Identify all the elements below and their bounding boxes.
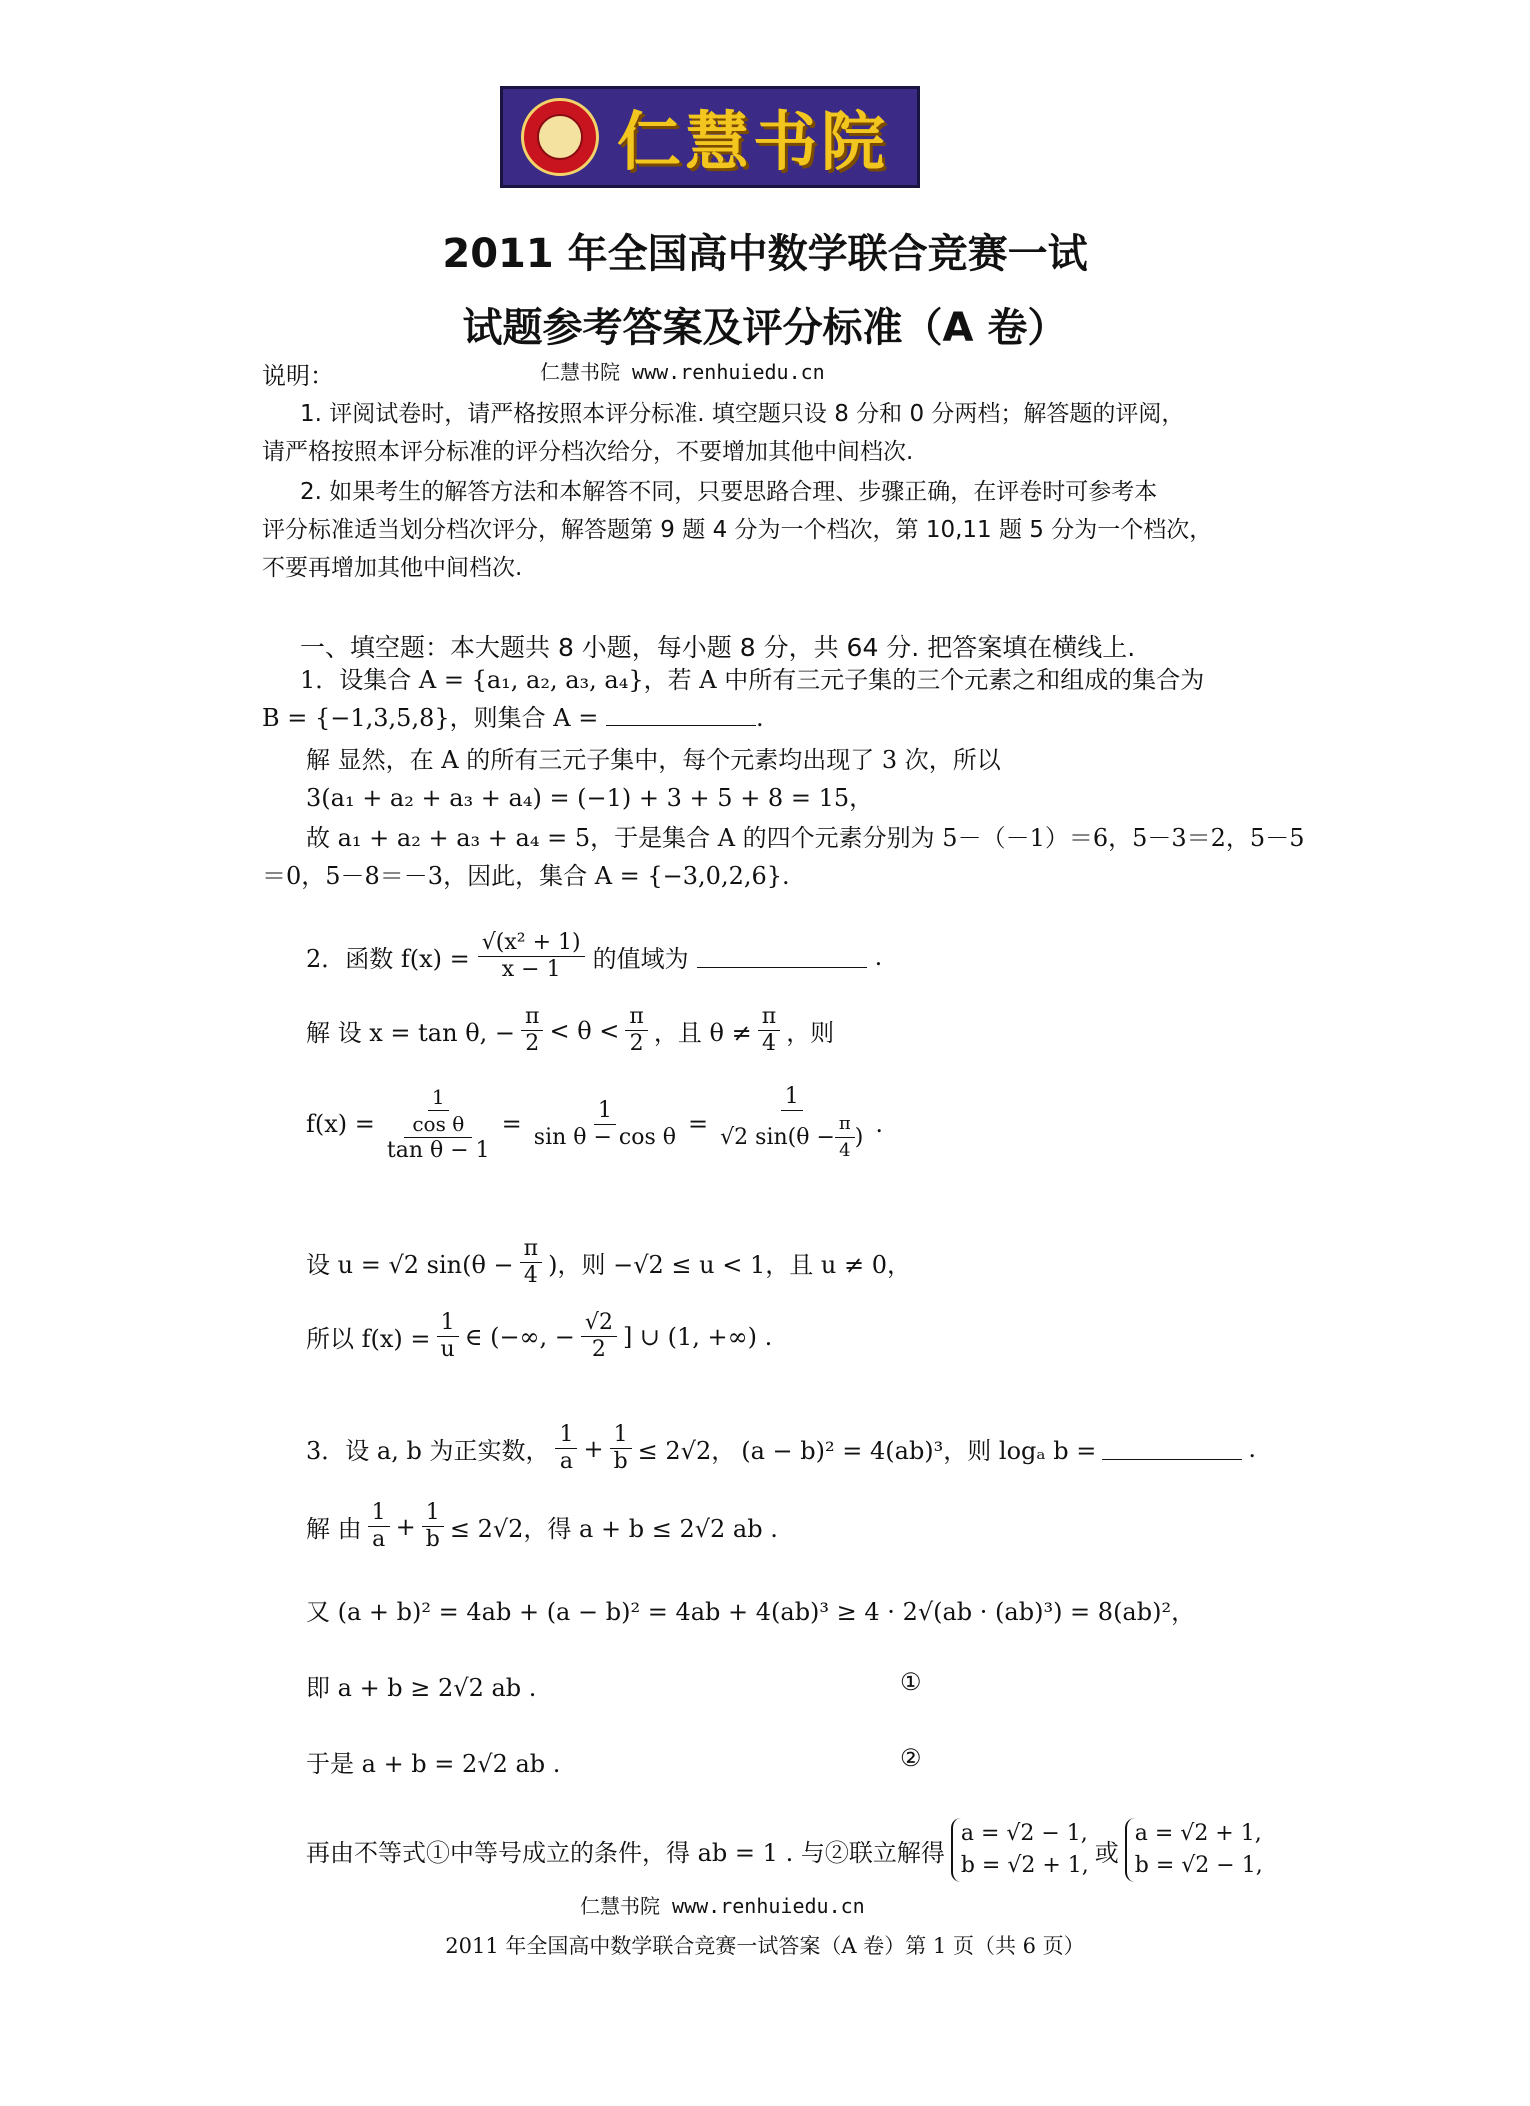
system-1: a = √2 − 1, b = √2 + 1,	[951, 1818, 1089, 1882]
q1-answer-blank	[606, 725, 756, 726]
q2-fx-chain: f(x) = $\frac{\frac{1}{\text{cos θ}}}{\text{tan θ − 1}}$ = $\frac{1}{\text{sin θ − cos θ}}$ = 1 √2 sin(θ − $\frac{\pi}{4}$ ) .	[306, 1084, 883, 1163]
note-1-line-2: 请严格按照本评分标准的评分档次给分，不要增加其他中间档次.	[262, 439, 914, 465]
q3-sol-4: 于是 a + b = 2√2 ab .	[306, 1750, 561, 1778]
q1-stem-1: 1．设集合 A = {a₁, a₂, a₃, a₄}，若 A 中所有三元子集的三个元素之和组成的集合为	[300, 666, 1205, 694]
q3-answer-blank	[1102, 1437, 1242, 1460]
note-2-line-2: 评分标准适当划分档次评分，解答题第 9 题 4 分为一个档次，第 10,11 题 5 分为一个档次，	[262, 517, 1213, 543]
q1-sol-3: 故 a₁ + a₂ + a₃ + a₄ = 5，于是集合 A 的四个元素分别为 5－（－1）＝6，5－3＝2，5－5	[306, 824, 1305, 852]
q2-sol-1: 解 设 x = tan θ, − $\frac{\pi}{2}$ < θ < $\frac{\pi}{2}$ ，且 θ ≠ $\frac{\pi}{4}$ ，则	[306, 1004, 835, 1056]
q1-sol-4: ＝0，5－8＝－3，因此，集合 A = {−3,0,2,6}.	[262, 862, 790, 890]
seal-icon	[521, 98, 599, 176]
page-footer: 2011 年全国高中数学联合竞赛一试答案（A 卷）第 1 页（共 6 页）	[445, 1934, 1085, 1958]
q1-sol-2: 3(a₁ + a₂ + a₃ + a₄) = (−1) + 3 + 5 + 8 = 15，	[306, 784, 874, 812]
note-2-line-1: 2. 如果考生的解答方法和本解答不同，只要思路合理、步骤正确，在评卷时可参考本	[300, 479, 1158, 505]
q3-sol-2: 又 (a + b)² = 4ab + (a − b)² = 4ab + 4(ab)³ ≥ 4 · 2√(ab · (ab)³) = 8(ab)²，	[306, 1598, 1196, 1626]
q2-conclusion: 所以 f(x) = $\frac{1}{u}$ ∈ (−∞, − $\frac{√2}{2}$ ] ∪ (1, +∞) .	[306, 1310, 773, 1362]
logo-banner	[500, 86, 920, 188]
q2-answer-blank	[697, 945, 867, 968]
title-line-2: 试题参考答案及评分标准（A 卷）	[462, 305, 1068, 351]
q2-set-u: 设 u = √2 sin(θ − $\frac{\pi}{4}$ )，则 −√2 ≤ u < 1，且 u ≠ 0，	[306, 1236, 911, 1288]
logo-text: 仁慧书院	[617, 106, 889, 180]
q1-stem-2: B = {−1,3,5,8}，则集合 A = .	[262, 704, 764, 732]
watermark-bottom: 仁慧书院 www.renhuiedu.cn	[580, 1894, 865, 1918]
section-1-heading: 一、填空题：本大题共 8 小题，每小题 8 分，共 64 分. 把答案填在横线上.	[300, 633, 1136, 662]
q3-sol-3: 即 a + b ≥ 2√2 ab .	[306, 1674, 537, 1702]
note-2-line-3: 不要再增加其他中间档次.	[262, 555, 523, 581]
q3-sol-1: 解 由 $\frac{1}{a}$ + $\frac{1}{b}$ ≤ 2√2，得 a + b ≤ 2√2 ab .	[306, 1500, 778, 1552]
q3-mark-2: ②	[900, 1744, 922, 1772]
q3-stem: 3．设 a, b 为正实数， $\frac{1}{a}$ + $\frac{1}{b}$ ≤ 2√2， (a − b)² = 4(ab)³，则 logₐ b = .	[306, 1422, 1257, 1474]
q3-sol-5: 再由不等式①中等号成立的条件，得 ab = 1 . 与②联立解得 a = √2 − 1, b = √2 + 1, 或 a = √2 + 1, b = √2 − 1,	[306, 1818, 1263, 1882]
title-line-1: 2011 年全国高中数学联合竞赛一试	[442, 231, 1088, 277]
system-2: a = √2 + 1, b = √2 − 1,	[1125, 1818, 1263, 1882]
q3-mark-1: ①	[900, 1668, 922, 1696]
watermark-top: 仁慧书院 www.renhuiedu.cn	[540, 360, 825, 384]
q1-sol-1: 解 显然，在 A 的所有三元子集中，每个元素均出现了 3 次，所以	[306, 746, 1001, 774]
q2-stem: 2．函数 f(x) = $\frac{\text{√(x² + 1)}}{x - 1}$ 的值域为 .	[306, 930, 883, 982]
note-1-line-1: 1. 评阅试卷时，请严格按照本评分标准. 填空题只设 8 分和 0 分两档；解答题的评阅，	[300, 401, 1185, 427]
notes-heading: 说明：	[262, 362, 334, 390]
